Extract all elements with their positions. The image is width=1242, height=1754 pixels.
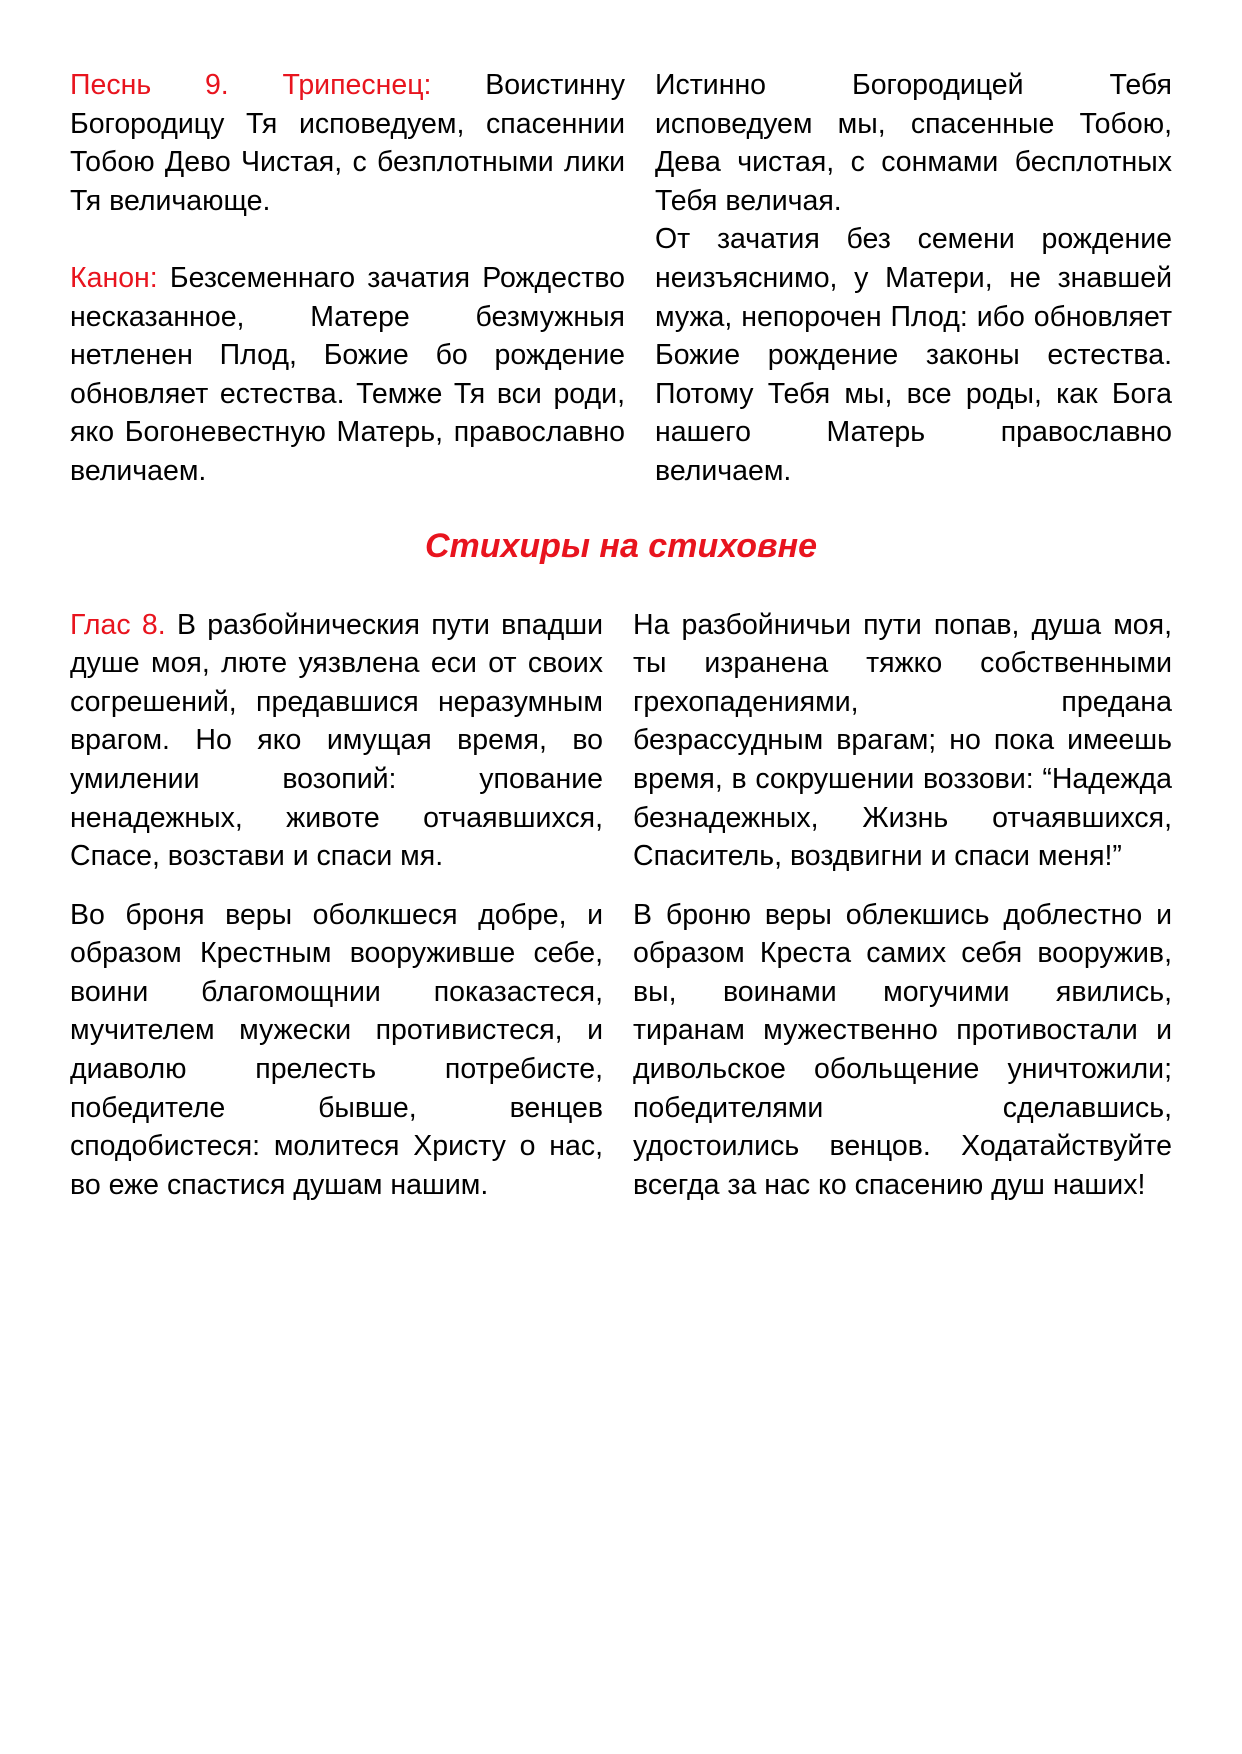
glas8-label: Глас 8. bbox=[70, 608, 166, 641]
church-slavonic-column bbox=[70, 66, 625, 491]
glas8-russian-text: На разбойничьи пути попав, душа моя, ты изранена тяжко собственными грехопадениями, предана безрассудным врагам; но пока имеешь время, в сокрушении воззови: “Надежда безнадежных, Жизнь отчаявшихся, Спаситель, воздвигни и спаси меня!” bbox=[633, 608, 1172, 873]
kanon-slavonic-text: Безсеменнаго зачатия Рождество несказанное, Матере безмужныя нетленен Плод, Божие бо рождение обновляет естества. Темже Тя вси роди, яко Богоневестную Матерь, православно величаем. bbox=[70, 261, 625, 487]
church-slavonic-column bbox=[70, 606, 603, 876]
glas-8-block bbox=[70, 606, 1172, 876]
russian-translation-column bbox=[633, 606, 1172, 876]
paragraph-gap bbox=[70, 220, 625, 259]
pesn9-slavonic-text: Воистинну Богородицу Тя исповедуем, спасеннии Тобою Дево Чистая, с безплотными лики Тя величающе. bbox=[70, 69, 625, 217]
bronya-block bbox=[70, 896, 1172, 1205]
section-heading-stikhiry: Стихиры на стиховне bbox=[424, 526, 818, 565]
kanon-russian-text: От зачатия без семени рождение неизъяснимо, у Матери, не знавшей мужа, непорочен Плод: ибо обновляет Божие рождение законы естества. Потому Тебя мы, все роды, как Бога нашего Матерь православно величаем. bbox=[655, 223, 1172, 487]
kanon-slavonic-paragraph bbox=[70, 259, 625, 491]
canon-song-9-block bbox=[70, 66, 1172, 491]
russian-translation-column bbox=[633, 896, 1172, 1205]
russian-translation-column bbox=[655, 66, 1172, 491]
glas8-slavonic-paragraph bbox=[70, 606, 603, 876]
pesn9-slavonic-paragraph bbox=[70, 66, 625, 220]
bronya-russian-text: В броню веры облекшись доблестно и образом Креста самих себя вооружив, вы, воинами могучими явились, тиранам мужественно противостали и дивольское обольщение уничтожили; победителями сделавшись, удостоились венцов. Ходатайствуйте всегда за нас ко спасению душ наших! bbox=[633, 898, 1172, 1201]
pesn9-label: Песнь 9. Трипеснец: bbox=[70, 69, 432, 101]
kanon-label: Канон: bbox=[70, 261, 158, 294]
bronya-slavonic-text: Во броня веры оболкшеся добре, и образом Крестным вооруживше себе, воини благомощнии показастеся, мучителем мужески противистеся, и диаволю прелесть потребисте, победителе бывше, венцев сподобистеся: молитеся Христу о нас, во еже спастися душам нашим. bbox=[70, 898, 603, 1201]
church-slavonic-column bbox=[70, 896, 603, 1205]
glas8-slavonic-text: В разбойническия пути впадши душе моя, люте уязвлена еси от своих согрешений, предавшися неразумным врагом. Но яко имущая время, во умилении возопий: упование ненадежных, животе отчаявшихся, Спасе, возстави и спаси мя. bbox=[70, 608, 604, 873]
pesn9-russian-text: Истинно Богородицей Тебя исповедуем мы, спасенные Тобою, Дева чистая, с сонмами бесплотных Тебя величая. bbox=[655, 69, 1172, 217]
document-page bbox=[70, 66, 1172, 1204]
